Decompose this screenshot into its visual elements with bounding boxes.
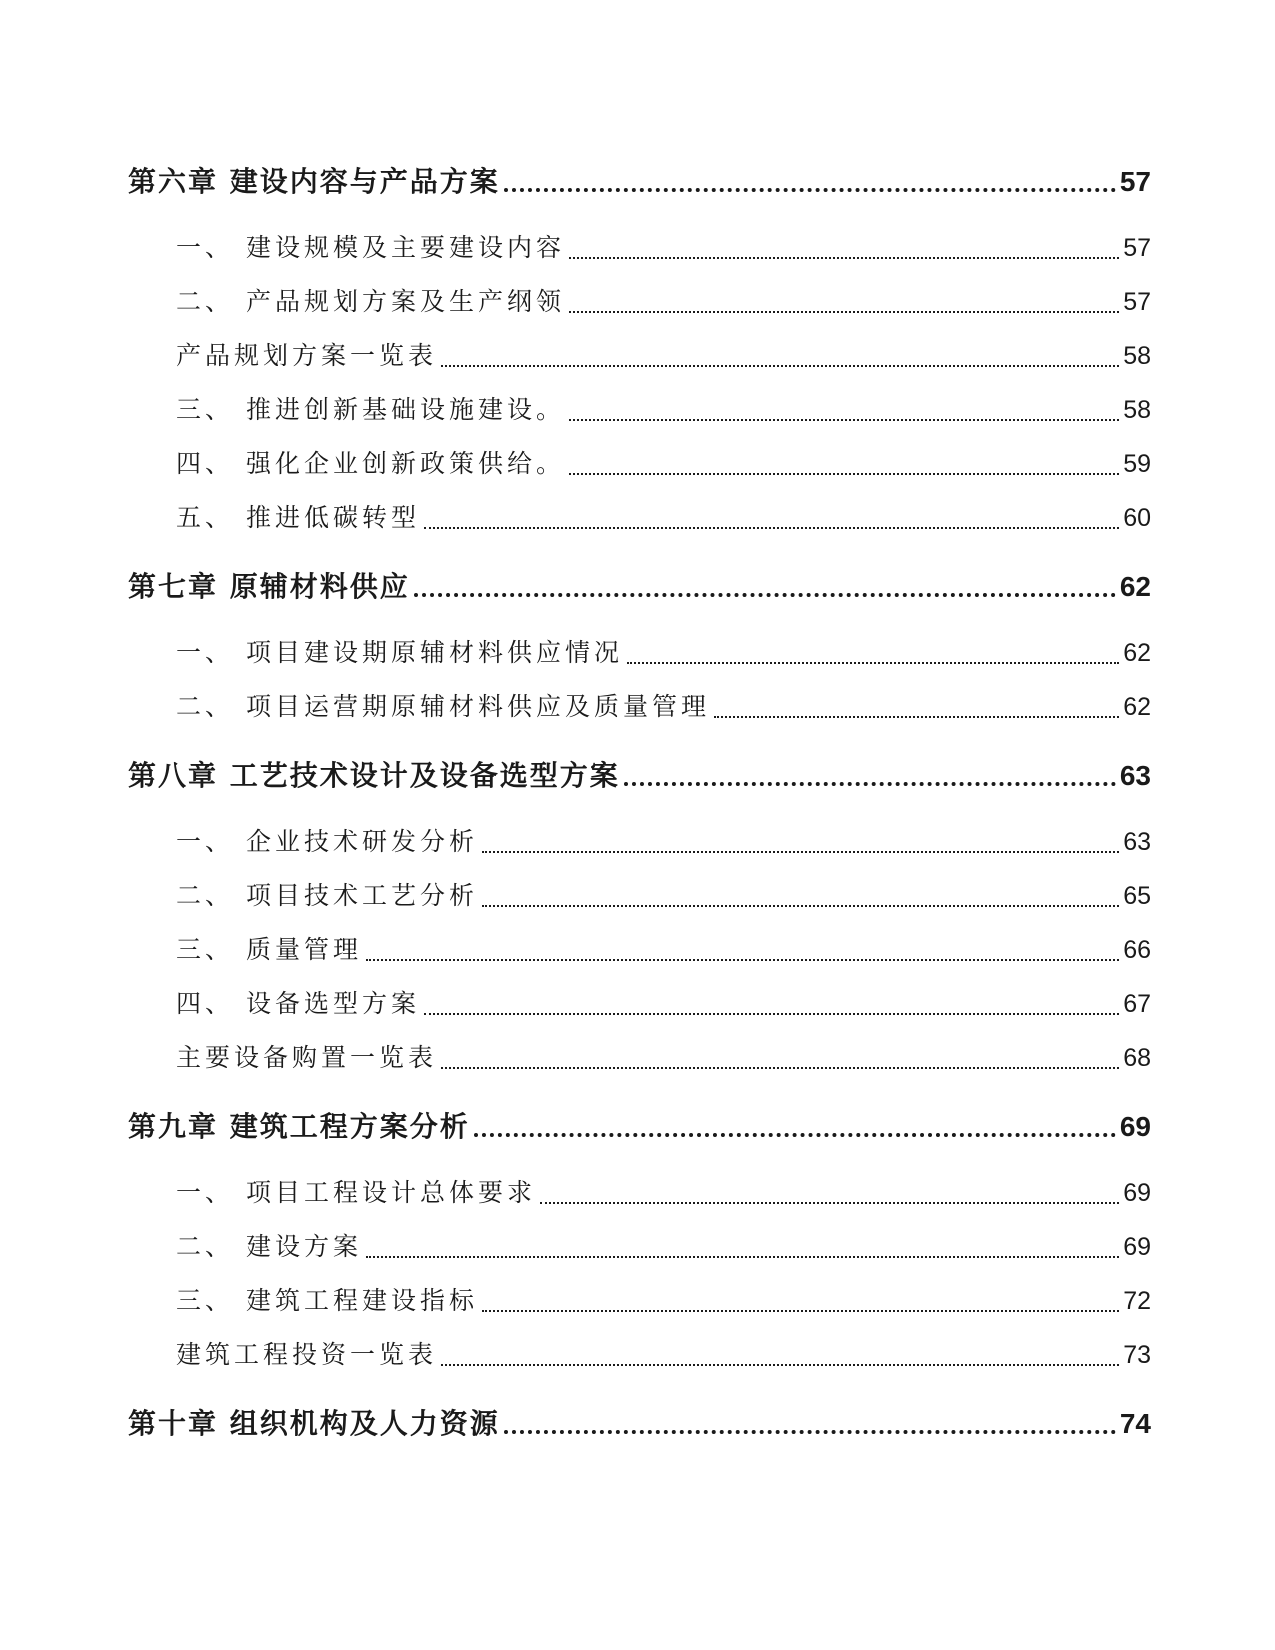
toc-entry-title: 五、 推进低碳转型 xyxy=(176,503,420,532)
dot-leader xyxy=(569,257,1119,259)
dot-leader xyxy=(441,365,1119,367)
dot-leader xyxy=(414,593,1116,597)
toc-entry-page: 57 xyxy=(1123,288,1151,316)
toc-entry-chapter[interactable] xyxy=(0,1402,1275,1442)
toc-entry-page: 73 xyxy=(1123,1341,1151,1369)
dot-leader xyxy=(424,527,1119,529)
toc-entry-page: 69 xyxy=(1123,1233,1151,1261)
toc-entry-table[interactable] xyxy=(0,1038,1275,1078)
toc-entry-title: 一、 项目工程设计总体要求 xyxy=(176,1178,536,1207)
toc-entry-section[interactable] xyxy=(0,930,1275,970)
toc-entry-section[interactable] xyxy=(0,822,1275,862)
toc-entry-section[interactable] xyxy=(0,282,1275,322)
toc-entry-table[interactable] xyxy=(0,336,1275,376)
toc-entry-section[interactable] xyxy=(0,390,1275,430)
dot-leader xyxy=(482,851,1119,853)
toc-entry-title: 四、 设备选型方案 xyxy=(176,989,420,1018)
toc-entry-title: 一、 企业技术研发分析 xyxy=(176,827,478,856)
toc-entry-page: 57 xyxy=(1123,234,1151,262)
toc-entry-title: 二、 项目技术工艺分析 xyxy=(176,881,478,910)
toc-entry-title: 二、 项目运营期原辅材料供应及质量管理 xyxy=(176,692,710,721)
toc-entry-title: 二、 产品规划方案及生产纲领 xyxy=(176,287,565,316)
dot-leader xyxy=(540,1202,1119,1204)
dot-leader xyxy=(474,1133,1116,1137)
toc-entry-chapter[interactable] xyxy=(0,565,1275,605)
toc-entry-section[interactable] xyxy=(0,498,1275,538)
toc-entry-chapter[interactable] xyxy=(0,1105,1275,1145)
toc-entry-title: 三、 建筑工程建设指标 xyxy=(176,1286,478,1315)
toc-entry-title: 第十章 组织机构及人力资源 xyxy=(128,1407,500,1440)
toc-entry-section[interactable] xyxy=(0,1281,1275,1321)
dot-leader xyxy=(366,959,1119,961)
toc-entry-page: 57 xyxy=(1119,166,1151,197)
dot-leader xyxy=(627,662,1119,664)
dot-leader xyxy=(569,419,1119,421)
toc-entry-title: 三、 质量管理 xyxy=(176,935,362,964)
toc-entry-section[interactable] xyxy=(0,444,1275,484)
toc-entry-page: 65 xyxy=(1123,882,1151,910)
toc-entry-page: 62 xyxy=(1123,639,1151,667)
toc-entry-page: 58 xyxy=(1123,396,1151,424)
dot-leader xyxy=(504,1430,1116,1434)
toc-entry-page: 74 xyxy=(1119,1408,1151,1439)
dot-leader xyxy=(482,905,1119,907)
toc-entry-section[interactable] xyxy=(0,228,1275,268)
toc-entry-table[interactable] xyxy=(0,1335,1275,1375)
toc-entry-title: 第八章 工艺技术设计及设备选型方案 xyxy=(128,759,620,792)
toc-entry-title: 四、 强化企业创新政策供给。 xyxy=(176,449,565,478)
toc-entry-section[interactable] xyxy=(0,1173,1275,1213)
toc-entry-title: 一、 建设规模及主要建设内容 xyxy=(176,233,565,262)
toc-entry-page: 69 xyxy=(1123,1179,1151,1207)
dot-leader xyxy=(714,716,1119,718)
toc-entry-page: 59 xyxy=(1123,450,1151,478)
toc-entry-title: 二、 建设方案 xyxy=(176,1232,362,1261)
toc-entry-title: 第七章 原辅材料供应 xyxy=(128,570,410,603)
toc-entry-page: 67 xyxy=(1123,990,1151,1018)
toc-entry-chapter[interactable] xyxy=(0,754,1275,794)
dot-leader xyxy=(441,1364,1119,1366)
toc-entry-title: 建筑工程投资一览表 xyxy=(176,1340,438,1369)
dot-leader xyxy=(424,1013,1119,1015)
toc-entry-section[interactable] xyxy=(0,1227,1275,1267)
toc-entry-title: 产品规划方案一览表 xyxy=(176,341,438,370)
toc-entry-section[interactable] xyxy=(0,984,1275,1024)
toc-entry-page: 60 xyxy=(1123,504,1151,532)
toc-entry-page: 62 xyxy=(1119,571,1151,602)
toc-entry-title: 第九章 建筑工程方案分析 xyxy=(128,1110,470,1143)
dot-leader xyxy=(569,473,1119,475)
toc-entry-chapter[interactable] xyxy=(0,160,1275,200)
dot-leader xyxy=(504,188,1116,192)
dot-leader xyxy=(569,311,1119,313)
toc-entry-section[interactable] xyxy=(0,876,1275,916)
dot-leader xyxy=(366,1256,1119,1258)
toc-entry-page: 69 xyxy=(1119,1111,1151,1142)
toc-entry-section[interactable] xyxy=(0,633,1275,673)
toc-entry-section[interactable] xyxy=(0,687,1275,727)
dot-leader xyxy=(624,782,1116,786)
toc-entry-page: 63 xyxy=(1123,828,1151,856)
dot-leader xyxy=(482,1310,1119,1312)
toc-entry-page: 72 xyxy=(1123,1287,1151,1315)
toc-entry-page: 68 xyxy=(1123,1044,1151,1072)
toc-entry-page: 63 xyxy=(1119,760,1151,791)
toc-entry-page: 58 xyxy=(1123,342,1151,370)
toc-entry-page: 62 xyxy=(1123,693,1151,721)
toc-entry-page: 66 xyxy=(1123,936,1151,964)
toc-entry-title: 第六章 建设内容与产品方案 xyxy=(128,165,500,198)
dot-leader xyxy=(441,1067,1119,1069)
toc-entry-title: 三、 推进创新基础设施建设。 xyxy=(176,395,565,424)
toc-entry-title: 主要设备购置一览表 xyxy=(176,1043,438,1072)
toc-entry-title: 一、 项目建设期原辅材料供应情况 xyxy=(176,638,623,667)
